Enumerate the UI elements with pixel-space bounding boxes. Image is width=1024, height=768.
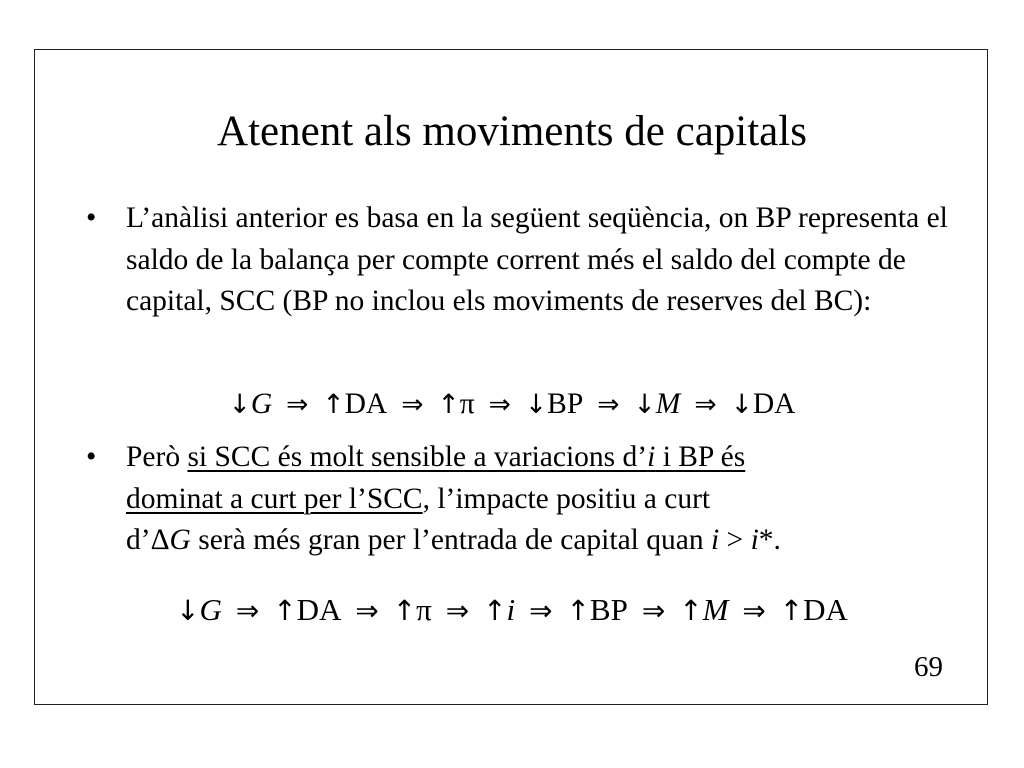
arrow-up-icon: ↑ — [322, 389, 345, 420]
arrow-up-icon: ↑ — [437, 389, 460, 420]
arrow-down-icon: ↓ — [524, 389, 548, 420]
implies-icon: ⇒ — [286, 389, 309, 420]
implies-icon: ⇒ — [235, 594, 260, 627]
arrow-down-icon: ↓ — [633, 389, 656, 420]
arrow-up-icon: ↑ — [779, 594, 804, 627]
arrow-up-icon: ↑ — [566, 594, 590, 627]
sequence-variable: i — [506, 592, 516, 627]
sequence-variable: π — [459, 388, 475, 420]
sequence-variable: DA — [344, 388, 388, 420]
arrow-down-icon: ↓ — [176, 594, 200, 627]
page-number: 69 — [914, 651, 943, 683]
arrow-up-icon: ↑ — [392, 594, 417, 627]
sequence-variable: π — [416, 592, 432, 627]
arrow-up-icon: ↑ — [679, 594, 703, 627]
sequence-variable: BP — [589, 592, 628, 627]
implies-icon: ⇒ — [488, 389, 511, 420]
sequence-1 — [0, 384, 1024, 425]
sequence-variable: M — [702, 592, 729, 627]
sequence-2 — [0, 590, 1024, 631]
implies-icon: ⇒ — [401, 389, 424, 420]
sequence-variable: DA — [752, 388, 796, 420]
implies-icon: ⇒ — [694, 389, 717, 420]
implies-icon: ⇒ — [529, 594, 553, 627]
arrow-up-icon: ↑ — [273, 594, 297, 627]
sequence-variable: G — [199, 592, 222, 627]
implies-icon: ⇒ — [742, 594, 766, 627]
bullet-marker: • — [86, 202, 97, 234]
sequence-variable: BP — [547, 388, 584, 420]
implies-icon: ⇒ — [355, 594, 379, 627]
underlined-phrase-1: si SCC és molt sensible a variacions d’i i BP és — [187, 441, 746, 473]
bullet-2-text — [126, 437, 966, 562]
sequence-variable: G — [250, 388, 273, 420]
arrow-down-icon: ↓ — [730, 389, 753, 420]
bullet-2-post2: d’ΔG serà més gran per l’entrada de capital quan i > i*. — [126, 524, 781, 556]
slide-title: Atenent als moviments de capitals — [217, 108, 807, 155]
bullet-1-text: L’anàlisi anterior es basa en la següent seqüència, on BP representa el saldo de la balança per compte corrent més el saldo del compte de capital, SCC (BP no inclou els moviments de reserves del BC): — [126, 202, 948, 317]
sequence-variable: M — [655, 388, 681, 420]
implies-icon: ⇒ — [597, 389, 620, 420]
underlined-phrase-2: dominat a curt per l’SCC — [126, 482, 423, 515]
implies-icon: ⇒ — [445, 594, 470, 627]
arrow-up-icon: ↑ — [483, 594, 507, 627]
bullet-marker: • — [86, 441, 97, 473]
sequence-variable: DA — [803, 592, 848, 627]
arrow-down-icon: ↓ — [228, 389, 251, 420]
bullet-2-pre: Però — [126, 441, 188, 473]
implies-icon: ⇒ — [641, 594, 666, 627]
sequence-variable: DA — [296, 592, 342, 627]
bullet-2-post1: , l’impacte positiu a curt — [422, 482, 711, 515]
